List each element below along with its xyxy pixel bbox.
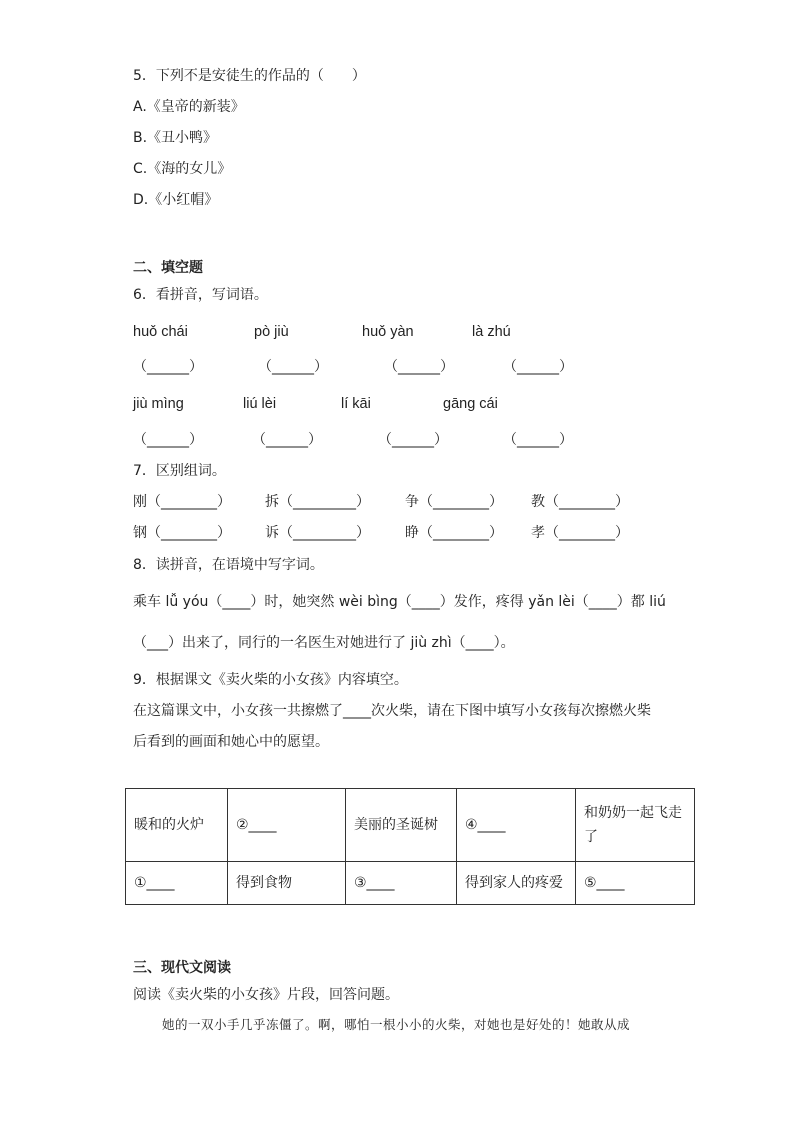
table-cell-blank-2[interactable]: ②____	[228, 789, 346, 862]
q6-pinyin-4: là zhú	[472, 324, 511, 340]
q7-item-5[interactable]: 钢（________）	[133, 525, 231, 541]
q9-text-1: 在这篇课文中，小女孩一共擦燃了____次火柴，请在下图中填写小女孩每次擦燃火柴	[133, 703, 651, 719]
q7-item-1[interactable]: 刚（________）	[133, 494, 231, 510]
q7-item-7[interactable]: 睁（________）	[405, 525, 503, 541]
table-cell: 暖和的火炉	[126, 789, 228, 862]
table-cell: 得到食物	[228, 862, 346, 905]
reading-intro: 阅读《卖火柴的小女孩》片段，回答问题。	[133, 987, 399, 1003]
q9-table	[125, 788, 695, 905]
table-cell-blank-4[interactable]: ④____	[457, 789, 576, 862]
q5-option-c: C.《海的女儿》	[133, 161, 232, 177]
reading-passage: 她的一双小手几乎冻僵了。啊，哪怕一根小小的火柴，对她也是好处的！她敢从成	[162, 1017, 631, 1032]
q7-item-3[interactable]: 争（________）	[405, 494, 503, 510]
q7-item-4[interactable]: 教（________）	[531, 494, 629, 510]
q6-stem: 6．看拼音，写词语。	[133, 287, 268, 303]
q7-item-6[interactable]: 诉（_________）	[265, 525, 370, 541]
q6-blank-4[interactable]: （______）	[503, 359, 573, 375]
table-cell: 美丽的圣诞树	[346, 789, 457, 862]
table-row	[126, 789, 695, 862]
q6-blank-2[interactable]: （______）	[258, 359, 328, 375]
q5-option-b: B.《丑小鸭》	[133, 130, 218, 146]
q6-blank-3[interactable]: （______）	[384, 359, 454, 375]
q6-pinyin-7: lí kāi	[341, 396, 371, 412]
q9-text-2: 后看到的画面和她心中的愿望。	[133, 734, 329, 750]
q8-stem: 8．读拼音，在语境中写字词。	[133, 557, 324, 573]
q8-line-2: （___）出来了，同行的一名医生对她进行了 jiù zhì（____）。	[133, 635, 515, 651]
section-3-title: 三、现代文阅读	[133, 960, 231, 976]
table-cell: 和奶奶一起飞走了	[576, 789, 695, 862]
q6-blank-1[interactable]: （______）	[133, 359, 203, 375]
q6-blank-8[interactable]: （______）	[503, 432, 573, 448]
section-2-title: 二、填空题	[133, 260, 203, 276]
q6-pinyin-6: liú lèi	[243, 396, 277, 412]
q6-pinyin-8: gāng cái	[443, 396, 498, 412]
q6-pinyin-3: huǒ yàn	[362, 324, 414, 340]
q5-stem: 5．下列不是安徒生的作品的（ ）	[133, 68, 366, 84]
q9-stem: 9．根据课文《卖火柴的小女孩》内容填空。	[133, 672, 408, 688]
q6-pinyin-1: huǒ chái	[133, 324, 188, 340]
table-row	[126, 862, 695, 905]
table-cell-blank-3[interactable]: ③____	[346, 862, 457, 905]
q5-option-d: D.《小红帽》	[133, 192, 219, 208]
q5-option-a: A.《皇帝的新装》	[133, 99, 245, 115]
q7-item-8[interactable]: 孝（________）	[531, 525, 629, 541]
table-cell-blank-5[interactable]: ⑤____	[576, 862, 695, 905]
q6-pinyin-2: pò jiù	[254, 324, 289, 340]
table-cell-blank-1[interactable]: ①____	[126, 862, 228, 905]
q8-line-1: 乘车 lǚ yóu（____）时，她突然 wèi bìng（____）发作，疼得 yǎn lèi（____）都 liú	[133, 594, 666, 610]
q7-item-2[interactable]: 拆（_________）	[265, 494, 370, 510]
q6-pinyin-5: jiù mìng	[133, 396, 184, 412]
q6-blank-5[interactable]: （______）	[133, 432, 203, 448]
q7-stem: 7．区别组词。	[133, 463, 226, 479]
table-cell: 得到家人的疼爱	[457, 862, 576, 905]
q6-blank-7[interactable]: （______）	[378, 432, 448, 448]
q6-blank-6[interactable]: （______）	[252, 432, 322, 448]
